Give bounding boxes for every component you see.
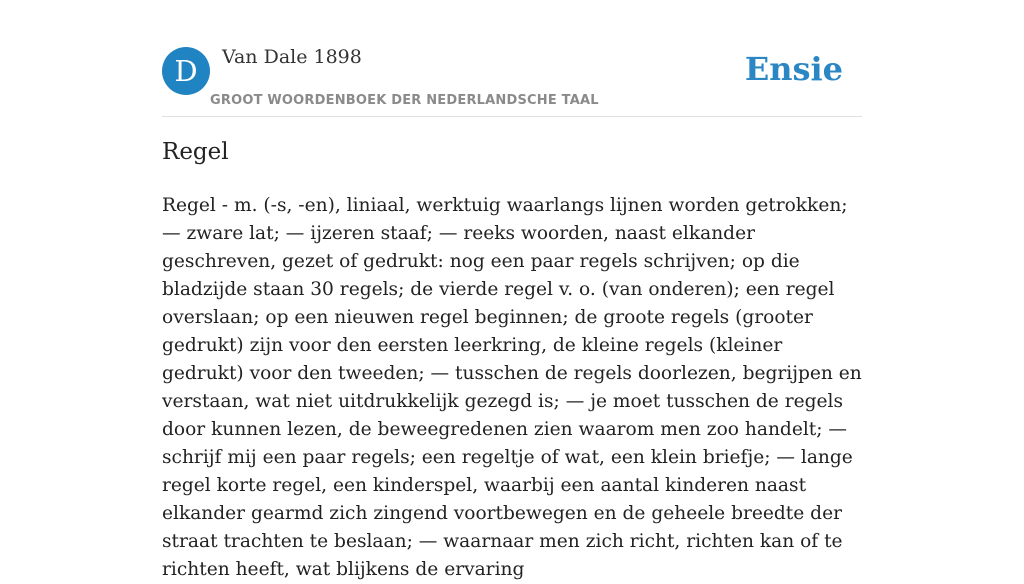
ensie-logo[interactable]: Ensie [744, 50, 843, 88]
dictionary-subtitle: GROOT WOORDENBOEK DER NEDERLANDSCHE TAAL [210, 93, 599, 108]
dictionary-avatar[interactable]: D [162, 47, 210, 95]
headword: Regel [162, 139, 229, 165]
dictionary-title[interactable]: Van Dale 1898 [222, 46, 362, 68]
definition-text: Regel - m. (-s, -en), liniaal, werktuig waarlangs lijnen worden getrokken; — zware lat; — ijzeren staaf; — reeks woorden, naast elkander geschreven, gezet of gedrukt: nog een paar regels schrijven; op die bladzijde staan 30 regels; de vierde regel v. o. (van onderen); een regel overslaan; op een nieuwen regel beginnen; de groote regels (grooter gedrukt) zijn voor den eersten leerkring, de kleine regels (kleiner gedrukt) voor den tweeden; — tusschen de regels doorlezen, begrijpen en verstaan, wat niet uitdrukkelijk gezegd is; — je moet tusschen de regels door kunnen lezen, de beweegredenen zien waarom men zoo handelt; — schrijf mij een paar regels; een regeltje of wat, een klein briefje; — lange regel korte regel, een kinderspel, waarbij een aantal kinderen naast elkander gearmd zich zingend voortbewegen en de geheele breedte der straat trachten te beslaan; — waarnaar men zich richt, richten kan of te richten heeft, wat blijkens de ervaring [162, 195, 862, 580]
dictionary-header [162, 44, 862, 117]
